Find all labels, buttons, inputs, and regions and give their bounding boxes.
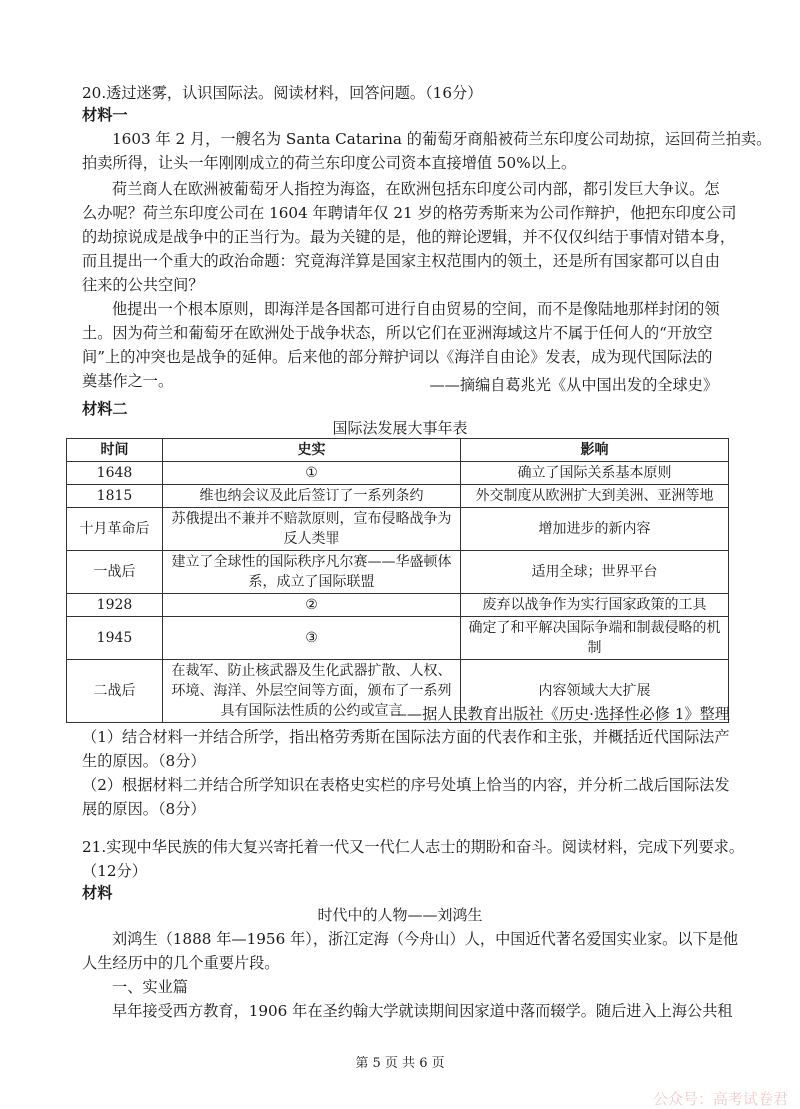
fact-cell: 建立了全球性的国际秩序凡尔赛——华盛顿体系，成立了国际联盟 xyxy=(163,551,461,594)
sub-question-2: （2）根据材料二并结合所学知识在表格史实栏的序号处填上恰当的内容，并分析二战后国际法发 xyxy=(82,776,730,794)
effect-cell: 内容领域大大扩展 xyxy=(461,660,729,723)
time-cell: 十月革命后 xyxy=(67,508,163,551)
m1-line: 1603 年 2 月，一艘名为 Santa Catarina 的葡萄牙商船被荷兰东印度公司劫掠，运回荷兰拍卖。 xyxy=(112,130,772,148)
page-footer: 第 5 页 共 6 页 xyxy=(355,1056,445,1071)
fact-cell: ② xyxy=(163,594,461,617)
m1-line: 奠基作之一。 xyxy=(82,372,174,390)
material-2-label: 材料二 xyxy=(82,400,128,418)
effect-cell: 增加进步的新内容 xyxy=(461,508,729,551)
effect-cell: 废弃以战争作为实行国家政策的工具 xyxy=(461,594,729,617)
m1-line: 他提出一个根本原则，即海洋是各国都可进行自由贸易的空间，而不是像陆地那样封闭的领 xyxy=(112,300,720,318)
m1-line: 间”上的冲突也是战争的延伸。后来他的部分辩护词以《海洋自由论》发表，成为现代国际法的 xyxy=(82,348,713,366)
q21-line: 一、实业篇 xyxy=(112,978,188,996)
sub-question-2: 展的原因。（8分） xyxy=(82,800,206,818)
q20-stem: 20.透过迷雾，认识国际法。阅读材料，回答问题。（16分） xyxy=(82,84,483,102)
q21-stem: 21.实现中华民族的伟大复兴寄托着一代又一代仁人志士的期盼和奋斗。阅读材料，完成下列要求。 xyxy=(82,838,745,856)
m2-source: ——据人民教育出版社《历史·选择性必修 1》整理 xyxy=(391,705,730,723)
time-cell: 一战后 xyxy=(67,551,163,594)
q21-line: 刘鸿生（1888 年—1956 年），浙江定海（今舟山）人，中国近代著名爱国实业家。以下是他 xyxy=(112,930,739,948)
table-title: 国际法发展大事年表 xyxy=(332,419,468,437)
table-header: 时间 xyxy=(67,439,163,462)
effect-cell: 外交制度从欧洲扩大到美洲、亚洲等地 xyxy=(461,485,729,508)
m1-line: 么办呢？荷兰东印度公司在 1604 年聘请年仅 21 岁的格劳秀斯来为公司作辩护，他把东印度公司 xyxy=(82,204,737,222)
fact-cell: 维也纳会议及此后签订了一系列条约 xyxy=(163,485,461,508)
m1-line: 的劫掠说成是战争中的正当行为。最为关键的是，他的辩论逻辑，并不仅仅纠结于事情对错本身， xyxy=(82,228,736,246)
time-cell: 1815 xyxy=(67,485,163,508)
table-header-row xyxy=(67,439,729,462)
sub-question-1: （1）结合材料一并结合所学，指出格劳秀斯在国际法方面的代表作和主张，并概括近代国际法产 xyxy=(82,728,730,746)
fact-cell: ① xyxy=(163,462,461,485)
fact-cell: ③ xyxy=(163,617,461,660)
m1-line: 荷兰商人在欧洲被葡萄牙人指控为海盗，在欧洲包括东印度公司内部，都引发巨大争议。怎 xyxy=(112,180,720,198)
table-header: 影响 xyxy=(461,439,729,462)
sub-question-1: 生的原因。（8分） xyxy=(82,752,206,770)
fact-cell: 苏俄提出不兼并不赔款原则，宣布侵略战争为反人类罪 xyxy=(163,508,461,551)
q21-subtitle: 时代中的人物——刘鸿生 xyxy=(317,906,483,924)
fact-cell: 在裁军、防止核武器及生化武器扩散、人权、环境、海洋、外层空间等方面，颁布了一系列具有国际法性质的公约或宣言 xyxy=(163,660,461,723)
m1-line: 土。因为荷兰和葡萄牙在欧洲处于战争状态，所以它们在亚洲海域这片不属于任何人的“开放空 xyxy=(82,324,713,342)
effect-cell: 确立了国际关系基本原则 xyxy=(461,462,729,485)
event-table xyxy=(66,438,729,723)
m1-line: 拍卖所得，让头一年刚刚成立的荷兰东印度公司资本直接增值 50%以上。 xyxy=(82,154,577,172)
table-row xyxy=(67,485,729,508)
q21-line: 早年接受西方教育，1906 年在圣约翰大学就读期间因家道中落而辍学。随后进入上海公共租 xyxy=(112,1002,733,1020)
material-1-label: 材料一 xyxy=(82,106,128,124)
m1-line: 而且提出一个重大的政治命题：究竟海洋算是国家主权范围内的领土，还是所有国家都可以自由 xyxy=(82,252,720,270)
time-cell: 二战后 xyxy=(67,660,163,723)
q21-stem: （12分） xyxy=(82,862,147,880)
q21-material-label: 材料 xyxy=(82,884,113,902)
table-row xyxy=(67,551,729,594)
effect-cell: 确定了和平解决国际争端和制裁侵略的机制 xyxy=(461,617,729,660)
time-cell: 1928 xyxy=(67,594,163,617)
table-row xyxy=(67,617,729,660)
table-header: 史实 xyxy=(163,439,461,462)
table-row xyxy=(67,508,729,551)
m1-line: 往来的公共空间？ xyxy=(82,276,204,294)
table-row xyxy=(67,462,729,485)
q21-line: 人生经历中的几个重要片段。 xyxy=(82,954,280,972)
time-cell: 1648 xyxy=(67,462,163,485)
time-cell: 1945 xyxy=(67,617,163,660)
m1-source: ——摘编自葛兆光《从中国出发的全球史》 xyxy=(429,376,718,394)
table-row xyxy=(67,594,729,617)
watermark: 公众号：高考试卷君 xyxy=(652,1090,788,1108)
effect-cell: 适用全球；世界平台 xyxy=(461,551,729,594)
